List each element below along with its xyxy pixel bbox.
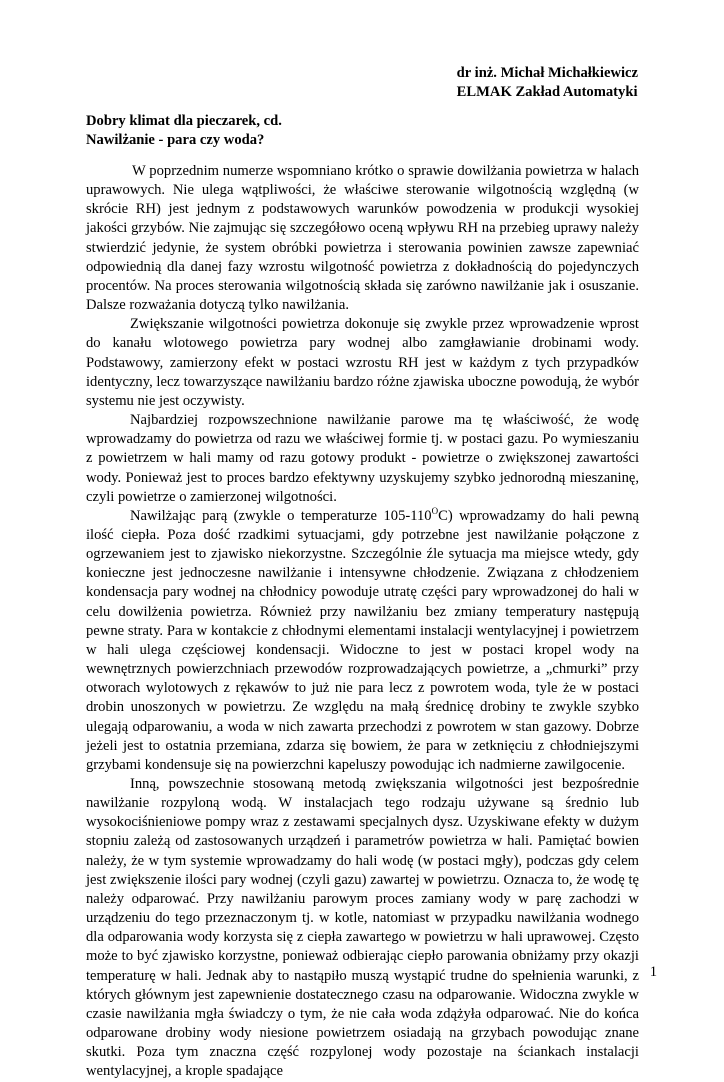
paragraph-2: Zwiększanie wilgotności powietrza dokonuje się zwykle przez wprowadzenie wprost do kanału wlotowego powietrza pary wodnej albo zamgławianie drobinami wody. Podstawowy, zamierzony efekt w postaci wzrostu RH jest w każdym z tych przypadków identyczny, lecz towarzyszące nawilżaniu bardzo różne zjawiska uboczne powodują, że wybór systemu nie jest oczywisty. [86, 316, 639, 409]
page-number: 1 [649, 964, 657, 980]
paragraph-4-rest: C) wprowadzamy do hali pewną ilość ciepła. Poza dość rzadkimi sytuacjami, gdy potrzebne jest nawilżanie połączone z ogrzewaniem jest to zjawisko niekorzystne. Szczególnie źle sytuacja ma miejsce wtedy, gdy konieczne jest jednoczesne nawilżanie i intensywne chłodzenie. Związana z chłodzeniem kondensacja pary wodnej na chłodnicy powoduje utratę części pary wprowadzonej do hali w celu dowilżenia powietrza. Również przy nawilżaniu bez zmiany temperatury następują pewne straty. Para w kontakcie z chłodnymi elementami instalacji wentylacyjnej i powietrzem w hali ulega częściowej kondensacji. Widoczne to jest w postaci kropel wody na wewnętrznych powierzchniach przewodów rozprowadzających powietrze, a „chmurki” przy otworach wylotowych z rękawów to już nie para lecz z powrotem woda, tyle że w postaci drobin unoszonych w powietrzu. Ze względu na małą średnicę drobiny te zwykle szybko ulegają odparowaniu, a woda w nich zawarta przechodzi z powrotem w stan gazowy. Dobrze jeżeli jest to ostatnia przemiana, zdarza się bowiem, że para w zetknięciu z chłodniejszymi grzybami kondensuje się na powierzchni kapeluszy powodując ich nadmierne zawilgocenie. [86, 507, 639, 773]
degree-superscript: O [431, 505, 439, 516]
paragraph-4 [86, 507, 639, 775]
paragraph-5: Inną, powszechnie stosowaną metodą zwiększania wilgotności jest bezpośrednie nawilżanie rozpyloną wodą. W instalacjach tego rodzaju używane są średnio lub wysokociśnieniowe pompy wraz z zestawami specjalnych dysz. Uzyskiwane efekty w dużym stopniu zależą od zastosowanych urządzeń i parametrów powietrza w hali. Pamiętać bowien należy, że w tym systemie wprowadzamy do hali wodę (w postaci mgły), podczas gdy celem jest zwiększenie ilości pary wodnej (czyli gazu) zawartej w powietrzu. Oznacza to, że wodę tę należy odparować. Przy nawilżaniu parowym proces zamiany wody w parę zachodzi w urządzeniu do tego przeznaczonym tj. w kotle, natomiast w przypadku nawilżania wodnego dla odparowania wody korzysta się z ciepła zawartego w powietrzu w hali uprawowej. Często może to być zjawisko korzystne, ponieważ odbierając ciepło parowania obniżamy przy okazji temperaturę w hali. Jednak aby to nastąpiło muszą wystąpić trudne do spełnienia warunki, z których głównym jest zapewnienie dostatecznego czasu na odparowanie. Widoczna zwykle w czasie nawilżania mgła świadczy o tym, że nie cała woda zdążyła odparować. Nie do końca odparowane drobiny wody niesione powietrzem osiadają na grzybach powodując znane skutki. Poza tym znaczna część rozpylonej wody pozostaje na ściankach instalacji wentylacyjnej, a krople spadające [86, 776, 639, 1080]
article-title-line1: Dobry klimat dla pieczarek, cd. [86, 113, 282, 129]
author-name: dr inż. Michał Michałkiewicz [456, 65, 638, 81]
author-block [457, 64, 638, 102]
article-subtitle: Nawilżanie - para czy woda? [86, 132, 265, 148]
article-title [86, 112, 282, 150]
paragraph-3: Najbardziej rozpowszechnione nawilżanie parowe ma tę właściwość, że wodę wprowadzamy do powietrza od razu we właściwej formie tj. w postaci gazu. Po wymieszaniu z powietrzem w hali mamy od razu gotowy produkt - powietrze o zwiększonej zawartości wody. Ponieważ jest to proces bardzo efektywny uzyskujemy szybko jednorodną mieszaninę, czyli powietrze o zamierzonej wilgotności. [86, 412, 639, 505]
author-affiliation: ELMAK Zakład Automatyki [456, 84, 638, 100]
article-body [86, 162, 639, 1082]
paragraph-4-start: Nawilżając parą (zwykle o temperaturze 105-110 [130, 507, 432, 524]
paragraph-1: W poprzednim numerze wspomniano krótko o sprawie dowilżania powietrza w halach uprawowych. Nie ulega wątpliwości, że właściwe sterowanie wilgotnością względną (w skrócie RH) jest jednym z podstawowych warunków powodzenia w produkcji wysokiej jakości grzybów. Nie zajmując się szczegółowo oceną wpływu RH na przebieg uprawy należy stwierdzić jedynie, że system obróbki powietrza i sterowania powinien zawsze zapewniać odpowiednią dla danej fazy wzrostu wilgotność powietrza z dokładnością do pojedynczych procentów. Na proces sterowania wilgotnością składa się zarówno nawilżanie jak i osuszanie. Dalsze rozważania dotyczą tylko nawilżania. [86, 163, 639, 314]
